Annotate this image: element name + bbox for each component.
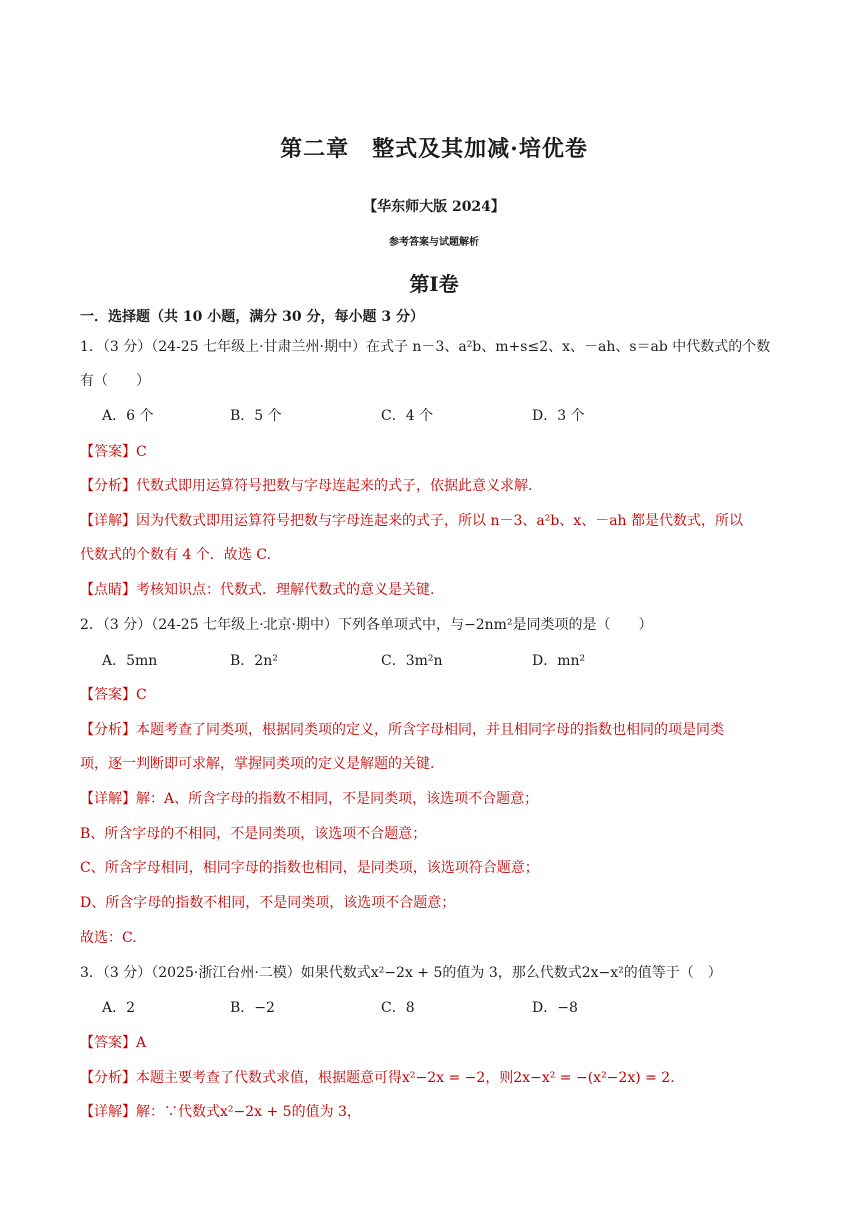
q2-analysis-line1: 【分析】本题考查了同类项，根据同类项的定义，所含字母相同，并且相同字母的指数也相同的项是同类 (80, 722, 724, 738)
q2-option-b: B．2n² (230, 653, 278, 669)
q3-option-d: D．−8 (532, 1000, 578, 1016)
volume-heading: 第Ⅰ卷 (409, 272, 459, 296)
q2-conclusion: 故选：C. (80, 930, 137, 946)
q2-detail-line4: D、所含字母的指数不相同，不是同类项，该选项不合题意； (80, 895, 456, 911)
q3-option-c: C．8 (381, 1000, 415, 1016)
q1-option-b: B．5 个 (230, 408, 282, 424)
q3-option-b: B．−2 (230, 1000, 275, 1016)
q1-stem-line1: 1．（3 分）（24-25 七年级上·甘肃兰州·期中）在式子 n－3、a²b、m+s≤2、x、－ah、s＝ab 中代数式的个数 (80, 339, 771, 355)
q1-answer: 【答案】C (80, 444, 147, 460)
q3-stem: 3．（3 分）（2025·浙江台州·二模）如果代数式x²−2x + 5的值为 3，那么代数式2x−x²的值等于（ ） (80, 965, 722, 981)
q3-option-a: A．2 (102, 1000, 136, 1016)
q2-detail-line2: B、所含字母的不相同，不是同类项，该选项不合题意； (80, 826, 427, 842)
q2-analysis-line2: 项，逐一判断即可求解，掌握同类项的定义是解题的关键. (80, 756, 435, 772)
edition-label: 【华东师大版 2024】 (363, 199, 505, 215)
q2-option-a: A．5mn (102, 653, 158, 669)
q1-analysis: 【分析】代数式即用运算符号把数与字母连起来的式子，依据此意义求解. (80, 478, 533, 494)
q1-option-c: C．4 个 (381, 408, 434, 424)
q3-detail: 【详解】解：∵代数式x²−2x + 5的值为 3， (80, 1104, 361, 1120)
q2-answer: 【答案】C (80, 687, 147, 703)
q2-option-d: D．mn² (532, 653, 586, 669)
q1-option-a: A．6 个 (102, 408, 154, 424)
q2-detail-line3: C、所含字母相同，相同字母的指数也相同，是同类项，该选项符合题意； (80, 860, 539, 876)
q3-analysis: 【分析】本题主要考查了代数式求值，根据题意可得x²−2x = −2，则2x−x² = −(x²−2x) = 2. (80, 1070, 675, 1086)
section-heading: 一．选择题（共 10 小题，满分 30 分，每小题 3 分） (80, 309, 424, 325)
q2-detail-line1: 【详解】解：A、所含字母的指数不相同，不是同类项，该选项不合题意； (80, 791, 539, 807)
q1-option-d: D．3 个 (532, 408, 585, 424)
page-title: 第二章 整式及其加减·培优卷 (280, 136, 588, 162)
q1-detail-line1: 【详解】因为代数式即用运算符号把数与字母连起来的式子，所以 n－3、a²b、x、－ah 都是代数式，所以 (80, 513, 744, 529)
subtitle: 参考答案与试题解析 (389, 237, 479, 248)
q2-stem: 2．（3 分）（24-25 七年级上·北京·期中）下列各单项式中，与−2nm²是同类项的是（ ） (80, 617, 653, 633)
q2-option-c: C．3m²n (381, 653, 443, 669)
q1-detail-line2: 代数式的个数有 4 个．故选 C. (80, 547, 271, 563)
q1-stem-line2: 有（ ） (80, 373, 150, 389)
q3-answer: 【答案】A (80, 1035, 147, 1051)
q1-comment: 【点睛】考核知识点：代数式．理解代数式的意义是关键. (80, 582, 435, 598)
